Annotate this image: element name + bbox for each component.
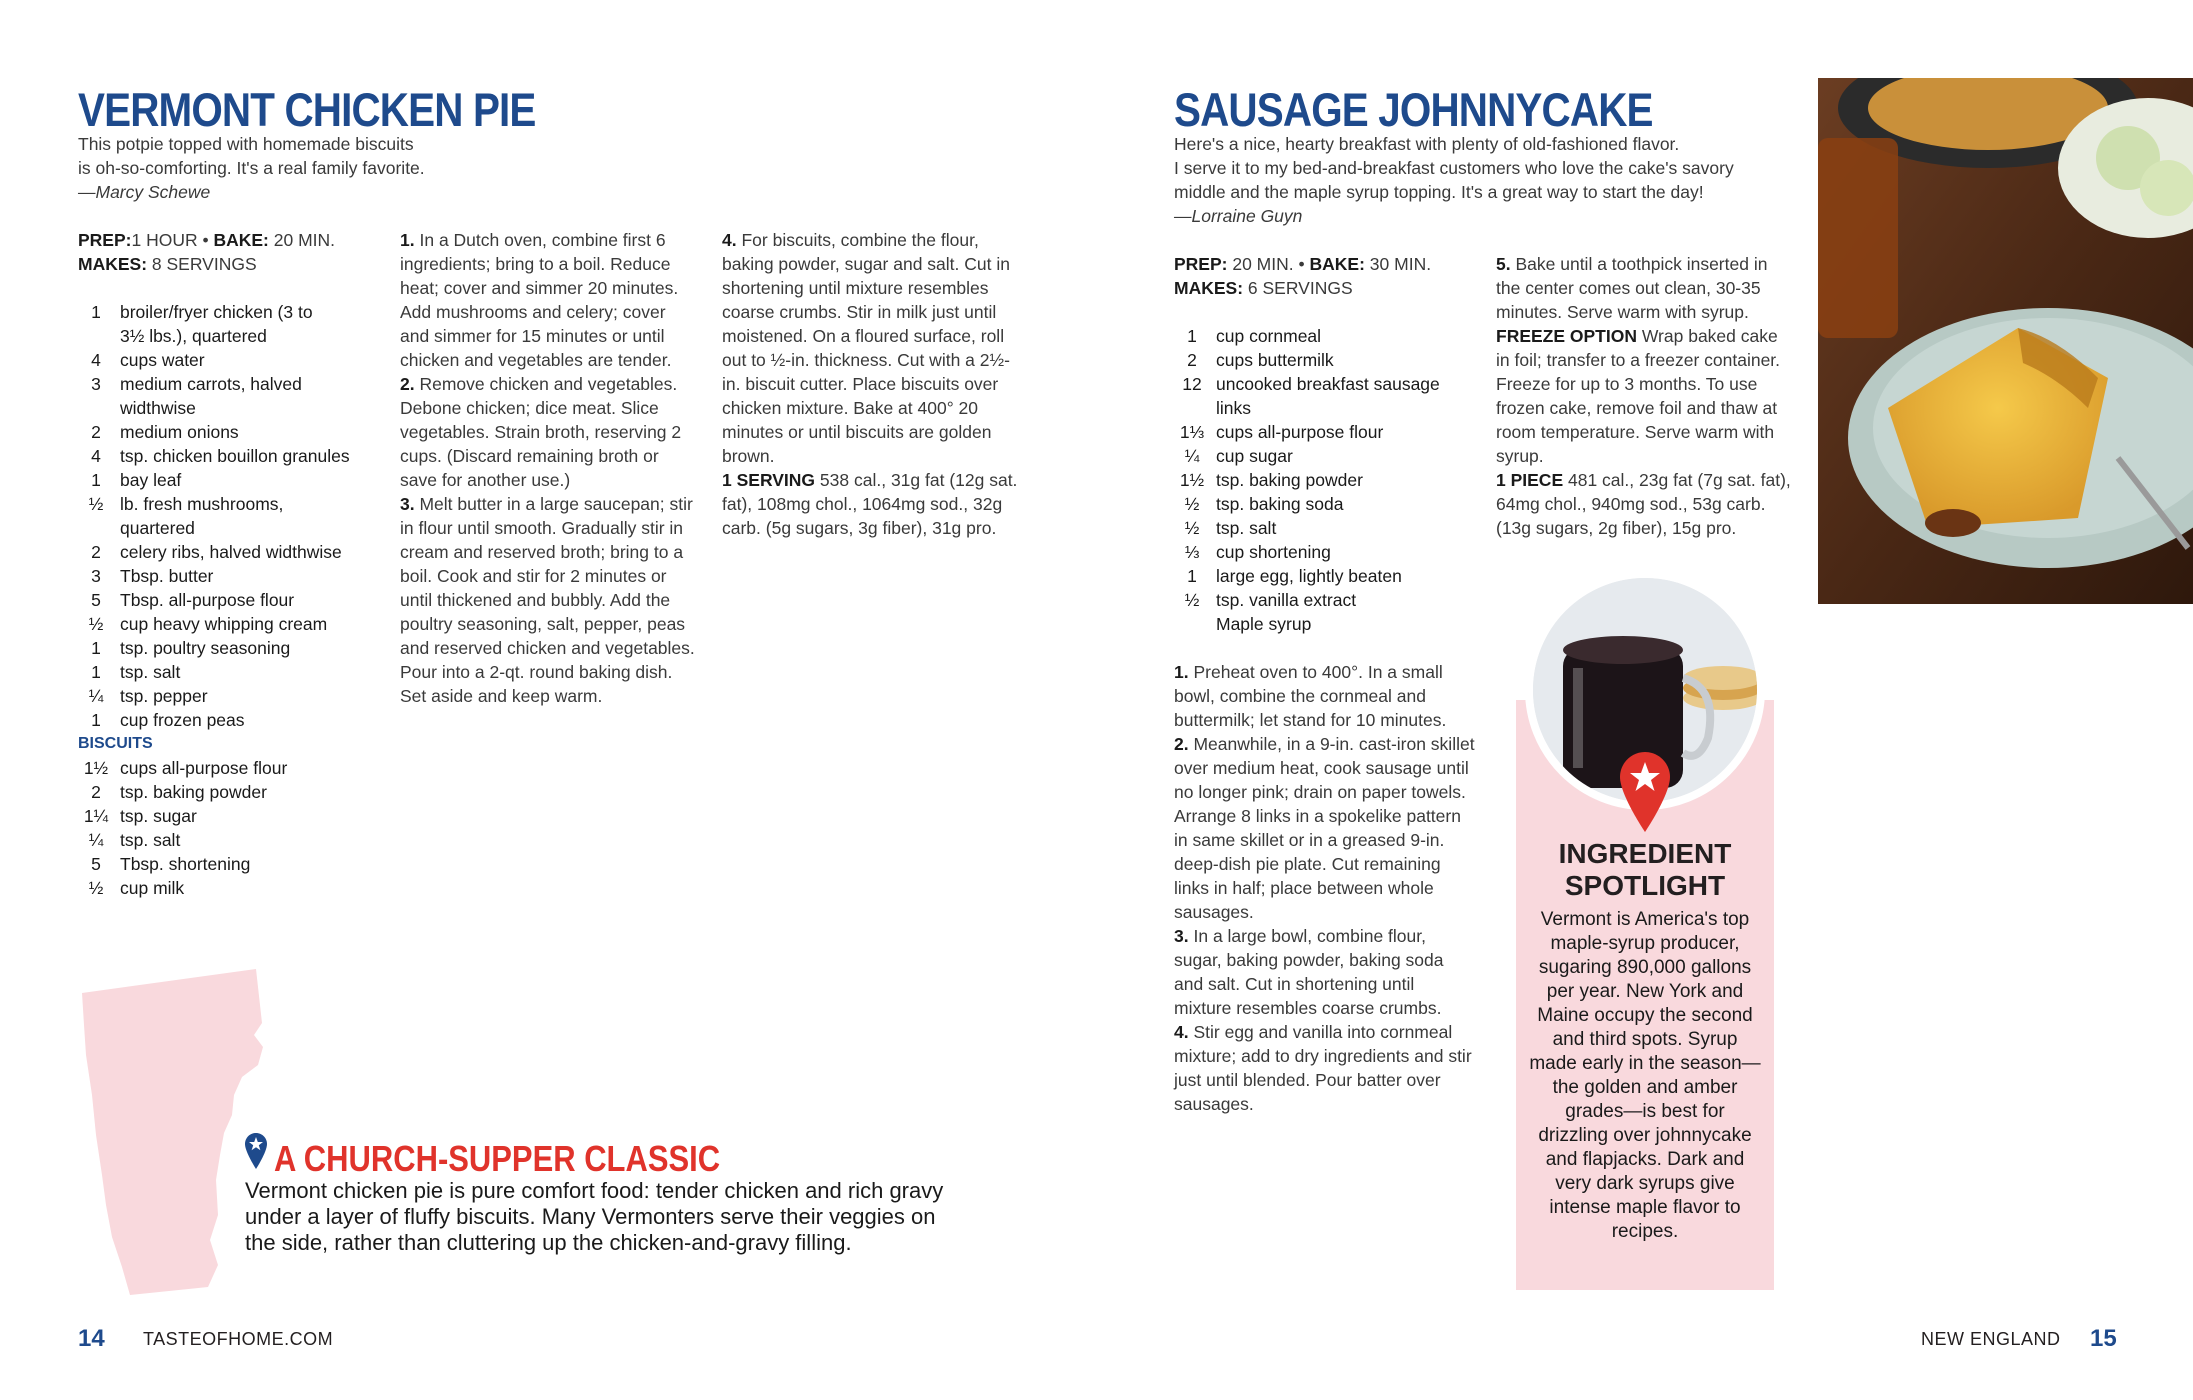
ingredient-list <box>1174 324 1476 636</box>
ingredient-text: cup frozen peas <box>120 710 245 730</box>
nutrition-facts: 1 SERVING 538 cal., 31g fat (12g sat. fat), 108mg chol., 1064mg sod., 32g carb. (5g sugars, 3g fiber), 31g pro. <box>722 470 1018 538</box>
directions-column <box>1496 252 1796 540</box>
biscuit-ingredient-list <box>78 756 378 900</box>
ingredient-quantity: 2 <box>1187 350 1197 370</box>
ingredient-text: medium onions <box>120 422 239 442</box>
ingredient-quantity: 4 <box>91 350 101 370</box>
ingredient-item <box>1174 420 1476 444</box>
ingredient-text: tsp. poultry seasoning <box>120 638 291 658</box>
ingredient-quantity: 4 <box>91 446 101 466</box>
ingredient-text: tsp. salt <box>120 662 181 682</box>
ingredient-item <box>78 540 378 564</box>
map-pin-icon <box>245 1133 267 1169</box>
ingredient-text: tsp. baking soda <box>1216 494 1344 514</box>
ingredient-quantity <box>78 396 120 420</box>
bake-value: 30 MIN. <box>1369 254 1432 274</box>
ingredient-quantity: 1⅓ <box>1179 422 1205 442</box>
ingredient-text: bay leaf <box>120 470 182 490</box>
ingredient-text: 3½ lbs.), quartered <box>120 326 267 346</box>
ingredient-quantity: 12 <box>1182 374 1202 394</box>
page-number: 14 <box>78 1325 105 1352</box>
makes-label: MAKES: <box>78 254 148 274</box>
johnnycake-photo <box>1818 78 2193 604</box>
ingredient-item <box>1174 516 1476 540</box>
intro-line: Here's a nice, hearty breakfast with plenty of old-fashioned flavor. <box>1174 134 1680 154</box>
ingredient-quantity: 2 <box>91 542 101 562</box>
makes-value: 6 SERVINGS <box>1247 278 1353 298</box>
ingredient-text: Tbsp. all-purpose flour <box>120 590 295 610</box>
makes <box>78 252 378 276</box>
makes <box>1174 276 1476 300</box>
ingredient-item <box>78 516 378 540</box>
callout-title: A CHURCH-SUPPER CLASSIC <box>274 1138 721 1179</box>
directions-column-1 <box>400 228 696 708</box>
ingredient-quantity: 1¼ <box>83 806 109 826</box>
freeze-option: FREEZE OPTION Wrap baked cake in foil; transfer to a freezer container. Freeze for up to 3 months. To use frozen cake, remove foil and thaw at room temperature. Serve warm with syrup. <box>1496 326 1781 466</box>
spotlight-title: INGREDIENT SPOTLIGHT <box>1558 838 1732 901</box>
ingredient-quantity: 5 <box>91 854 101 874</box>
byline: —Lorraine Guyn <box>1174 206 1303 226</box>
ingredient-quantity: ¼ <box>88 830 104 850</box>
ingredient-item <box>78 324 378 348</box>
ingredient-quantity: 1½ <box>83 758 109 778</box>
ingredient-quantity <box>78 324 120 348</box>
ingredient-quantity: 2 <box>91 782 101 802</box>
ingredient-item <box>1174 348 1476 372</box>
ingredient-quantity: 3 <box>91 566 101 586</box>
ingredient-item <box>78 468 378 492</box>
ingredient-text: widthwise <box>120 398 196 418</box>
bake-label: BAKE: <box>213 230 269 250</box>
ingredients-column <box>1174 252 1476 1116</box>
ingredient-text: cups buttermilk <box>1216 350 1334 370</box>
ingredient-text: broiler/fryer chicken (3 to <box>120 302 313 322</box>
ingredient-item <box>78 660 378 684</box>
step-2: 2. Meanwhile, in a 9-in. cast-iron skillet over medium heat, cook sausage until no longer pink; drain on paper towels. Arrange 8 links in a spokelike pattern in same skillet or in a greased 9-in. deep-dish pie plate. Cut remaining links in half; place between whole sausages. <box>1174 734 1475 922</box>
ingredient-item <box>1174 588 1476 612</box>
ingredient-item <box>78 348 378 372</box>
page-footer: TASTEOFHOME.COM <box>143 1329 334 1349</box>
ingredient-quantity <box>1174 612 1216 636</box>
step-1: 1. In a Dutch oven, combine first 6 ingredients; bring to a boil. Reduce heat; cover and simmer 20 minutes. Add mushrooms and celery; cover and simmer for 15 minutes or until chicken and vegetables are tender. <box>400 230 679 370</box>
ingredient-quantity: 1 <box>1187 566 1197 586</box>
ingredient-text: cup milk <box>120 878 185 898</box>
step-4: 4. Stir egg and vanilla into cornmeal mixture; add to dry ingredients and stir just until blended. Pour batter over sausages. <box>1174 1022 1472 1114</box>
ingredient-item <box>78 828 378 852</box>
ingredient-item <box>78 708 378 732</box>
prep-bake: PREP: 20 MIN. • BAKE: 30 MIN. <box>1174 254 1432 274</box>
ingredient-quantity: ⅓ <box>1184 542 1200 562</box>
prep-value: 20 MIN. <box>1232 254 1294 274</box>
bake-value: 20 MIN. <box>273 230 336 250</box>
makes-value: 8 SERVINGS <box>151 254 257 274</box>
byline: —Marcy Schewe <box>78 182 211 202</box>
ingredient-quantity: ½ <box>1184 494 1200 514</box>
ingredient-item <box>78 372 378 396</box>
page-footer: NEW ENGLAND <box>1921 1329 2061 1349</box>
ingredient-text: tsp. pepper <box>120 686 208 706</box>
ingredient-text: tsp. baking powder <box>1216 470 1363 490</box>
ingredient-text: cups all-purpose flour <box>120 758 288 778</box>
ingredient-item <box>78 876 378 900</box>
ingredient-text: large egg, lightly beaten <box>1216 566 1402 586</box>
ingredient-text: cups all-purpose flour <box>1216 422 1384 442</box>
ingredient-item <box>78 612 378 636</box>
ingredient-quantity: ½ <box>88 494 104 514</box>
ingredient-text: tsp. sugar <box>120 806 197 826</box>
ingredient-text: lb. fresh mushrooms, <box>120 494 284 514</box>
ingredient-quantity <box>1174 396 1216 420</box>
ingredient-text: tsp. chicken bouillon granules <box>120 446 350 466</box>
callout-body: Vermont chicken pie is pure comfort food: tender chicken and rich gravy under a layer of fluffy biscuits. Many Vermonters serve their veggies on the side, rather than cluttering up the chicken-and-gravy filling. <box>245 1178 944 1255</box>
ingredient-text: cup shortening <box>1216 542 1331 562</box>
nutrition-facts: 1 PIECE 481 cal., 23g fat (7g sat. fat), 64mg chol., 940mg sod., 53g carb. (13g sugars, 2g fiber), 15g pro. <box>1496 470 1791 538</box>
ingredient-text: tsp. salt <box>120 830 181 850</box>
ingredient-text: Tbsp. butter <box>120 566 214 586</box>
ingredient-item <box>1174 612 1476 636</box>
ingredient-item <box>1174 564 1476 588</box>
ingredient-item <box>78 684 378 708</box>
ingredient-quantity: ½ <box>88 878 104 898</box>
ingredient-text: quartered <box>120 518 195 538</box>
ingredient-item <box>78 636 378 660</box>
ingredient-text: cup cornmeal <box>1216 326 1322 346</box>
intro-line: is oh-so-comforting. It's a real family favorite. <box>78 158 425 178</box>
ingredient-text: tsp. baking powder <box>120 782 267 802</box>
ingredient-quantity: 1 <box>91 638 101 658</box>
prep-label: PREP: <box>1174 254 1228 274</box>
ingredient-quantity: 1 <box>91 662 101 682</box>
ingredient-item <box>1174 540 1476 564</box>
ingredient-item <box>1174 444 1476 468</box>
ingredient-item <box>1174 396 1476 420</box>
ingredient-item <box>78 396 378 420</box>
makes-label: MAKES: <box>1174 278 1244 298</box>
intro-line: This potpie topped with homemade biscuits <box>78 134 414 154</box>
ingredient-quantity: 1 <box>91 710 101 730</box>
ingredient-item <box>78 756 378 780</box>
ingredient-quantity: 3 <box>91 374 101 394</box>
ingredient-quantity: 1 <box>91 470 101 490</box>
ingredient-text: links <box>1216 398 1252 418</box>
ingredient-quantity: ½ <box>1184 590 1200 610</box>
recipe-intro <box>1174 132 1794 228</box>
ingredient-text: medium carrots, halved <box>120 374 302 394</box>
ingredient-item <box>78 420 378 444</box>
ingredient-item <box>78 564 378 588</box>
step-5: 5. Bake until a toothpick inserted in the center comes out clean, 30-35 minutes. Serve warm with syrup. <box>1496 254 1768 322</box>
recipe-title: VERMONT CHICKEN PIE <box>78 83 536 136</box>
ingredient-item <box>78 300 378 324</box>
ingredient-quantity <box>78 516 120 540</box>
ingredient-quantity: 1½ <box>1179 470 1205 490</box>
ingredients-column <box>78 228 378 900</box>
ingredient-quantity: ¼ <box>88 686 104 706</box>
ingredient-text: tsp. vanilla extract <box>1216 590 1357 610</box>
bake-label: BAKE: <box>1309 254 1365 274</box>
ingredient-text: uncooked breakfast sausage <box>1216 374 1440 394</box>
ingredient-item <box>1174 324 1476 348</box>
recipe-title: SAUSAGE JOHNNYCAKE <box>1174 83 1653 136</box>
ingredient-text: Maple syrup <box>1216 614 1312 634</box>
ingredient-item <box>1174 372 1476 396</box>
recipe-intro <box>78 132 498 204</box>
step-3: 3. In a large bowl, combine flour, sugar, baking powder, baking soda and salt. Cut in shortening until mixture resembles coarse crumbs. <box>1174 926 1444 1018</box>
step-2: 2. Remove chicken and vegetables. Debone chicken; dice meat. Slice vegetables. Strain broth, reserving 2 cups. (Discard remaining broth or save for another use.) <box>400 374 682 490</box>
ingredient-item <box>78 804 378 828</box>
intro-line: middle and the maple syrup topping. It's a great way to start the day! <box>1174 182 1704 202</box>
ingredient-text: cup sugar <box>1216 446 1293 466</box>
step-3: 3. Melt butter in a large saucepan; stir in flour until smooth. Gradually stir in cream and reserved broth; bring to a boil. Cook and stir for 2 minutes or until thickened and bubbly. Add the poultry seasoning, salt, pepper, peas and reserved chicken and vegetables. Pour into a 2-qt. round baking dish. Set aside and keep warm. <box>400 494 695 706</box>
ingredient-quantity: 1 <box>91 302 101 322</box>
ingredient-item <box>78 780 378 804</box>
ingredient-quantity: ½ <box>1184 518 1200 538</box>
directions-column-2 <box>722 228 1018 540</box>
ingredient-item <box>1174 468 1476 492</box>
prep-value: 1 HOUR <box>131 230 198 250</box>
ingredient-text: cups water <box>120 350 205 370</box>
ingredient-text: cup heavy whipping cream <box>120 614 328 634</box>
ingredient-item <box>1174 492 1476 516</box>
ingredient-quantity: 2 <box>91 422 101 442</box>
ingredient-item <box>78 444 378 468</box>
ingredient-text: celery ribs, halved widthwise <box>120 542 342 562</box>
page-number: 15 <box>2090 1325 2117 1352</box>
ingredient-text: Tbsp. shortening <box>120 854 251 874</box>
ingredient-quantity: 1 <box>1187 326 1197 346</box>
intro-line: I serve it to my bed-and-breakfast customers who love the cake's savory <box>1174 158 1734 178</box>
ingredient-item <box>78 492 378 516</box>
ingredient-quantity: ¼ <box>1184 446 1200 466</box>
star-map-pin-icon <box>1620 752 1670 832</box>
biscuits-heading: BISCUITS <box>78 735 153 752</box>
ingredient-list <box>78 300 378 732</box>
prep-bake: PREP:1 HOUR • BAKE: 20 MIN. <box>78 230 336 250</box>
step-4: 4. For biscuits, combine the flour, baking powder, sugar and salt. Cut in shortening until mixture resembles coarse crumbs. Stir in milk just until moistened. On a floured surface, roll out to ½-in. thickness. Cut with a 2½-in. biscuit cutter. Place biscuits over chicken mixture. Bake at 400° 20 minutes or until biscuits are golden brown. <box>722 230 1010 466</box>
ingredient-item <box>78 852 378 876</box>
ingredient-text: tsp. salt <box>1216 518 1277 538</box>
step-1: 1. Preheat oven to 400°. In a small bowl, combine the cornmeal and buttermilk; let stand for 10 minutes. <box>1174 662 1447 730</box>
spotlight-body: Vermont is America's top maple-syrup producer, sugaring 890,000 gallons per year. New York and Maine occupy the second and third spots. Syrup made early in the season—the golden and amber grades—is best for drizzling over johnnycake and flapjacks. Dark and very dark syrups give intense maple flavor to recipes. <box>1529 909 1761 1242</box>
ingredient-quantity: ½ <box>88 614 104 634</box>
prep-label: PREP: <box>78 230 132 250</box>
ingredient-item <box>78 588 378 612</box>
ingredient-quantity: 5 <box>91 590 101 610</box>
